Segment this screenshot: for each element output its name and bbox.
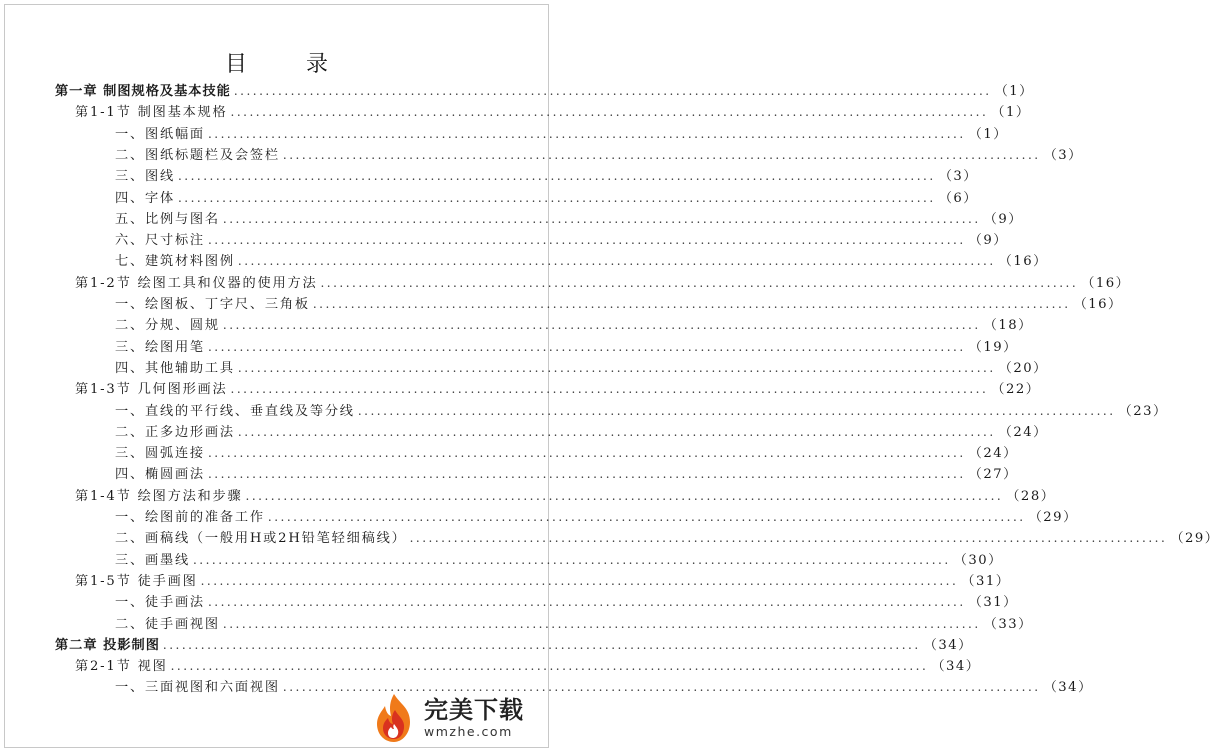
page-title: 目 录 — [225, 52, 354, 77]
toc-page-number: （16） — [1073, 297, 1123, 312]
toc-dot-leader: ........................................................................................................................ — [222, 211, 981, 226]
toc-dot-leader: ........................................................................................................................ — [162, 637, 921, 652]
toc-item-entry — [115, 315, 1033, 335]
toc-dot-leader: ........................................................................................................................ — [409, 531, 1168, 546]
toc-item-entry — [115, 507, 1078, 527]
toc-entry-label: 第二章 投影制图 — [55, 637, 160, 653]
toc-entry-label: 一、直线的平行线、垂直线及等分线 — [115, 403, 355, 419]
toc-entry-label: 四、其他辅助工具 — [115, 360, 235, 376]
watermark-name: 完美下载 — [424, 696, 524, 724]
toc-dot-leader: ........................................................................................................................ — [237, 424, 996, 439]
toc-entry-label: 二、画稿线（一般用H或2H铅笔轻细稿线） — [115, 531, 407, 547]
toc-dot-leader: ........................................................................................................................ — [192, 552, 951, 567]
toc-dot-leader: ........................................................................................................................ — [207, 233, 966, 248]
toc-entry-label: 第1-5节 徒手画图 — [75, 573, 198, 589]
toc-section-entry — [75, 486, 1056, 506]
toc-entry-label: 二、正多边形画法 — [115, 424, 235, 440]
toc-chapter-entry — [55, 635, 973, 655]
toc-dot-leader: ........................................................................................................................ — [245, 488, 1004, 503]
toc-dot-leader: ........................................................................................................................ — [207, 126, 966, 141]
toc-entry-label: 第1-1节 制图基本规格 — [75, 105, 228, 121]
toc-entry-label: 五、比例与图名 — [115, 211, 220, 227]
toc-entry-label: 三、绘图用笔 — [115, 339, 205, 355]
toc-page-number: （27） — [968, 467, 1018, 483]
toc-section-entry — [75, 102, 1031, 122]
toc-entry-label: 第2-1节 视图 — [75, 659, 168, 675]
toc-dot-leader: ........................................................................................................................ — [267, 510, 1026, 524]
toc-page-number: （34） — [1043, 680, 1093, 696]
toc-dot-leader: ........................................................................................................................ — [233, 84, 992, 98]
toc-item-entry — [115, 422, 1048, 442]
toc-page-number: （16） — [1081, 275, 1131, 291]
toc-dot-leader: ........................................................................................................................ — [200, 573, 959, 588]
toc-dot-leader: ........................................................................................................................ — [230, 382, 989, 397]
toc-entry-label: 三、图线 — [115, 169, 175, 185]
toc-section-entry — [75, 273, 1131, 293]
toc-item-entry — [115, 464, 1018, 484]
toc-item-entry — [115, 443, 1018, 463]
toc-page-number: （19） — [968, 339, 1018, 355]
toc-entry-label: 一、绘图板、丁字尺、三角板 — [115, 297, 310, 312]
toc-entry-label: 第1-2节 绘图工具和仪器的使用方法 — [75, 275, 318, 291]
toc-section-entry — [75, 379, 1041, 399]
toc-dot-leader: ........................................................................................................................ — [222, 318, 981, 333]
toc-dot-leader: ........................................................................................................................ — [312, 297, 1071, 311]
toc-item-entry — [115, 251, 1048, 271]
flame-logo-icon — [370, 692, 418, 744]
toc-entry-label: 四、字体 — [115, 190, 175, 206]
toc-page-number: （16） — [998, 254, 1048, 270]
toc-entry-label: 六、尺寸标注 — [115, 233, 205, 249]
toc-item-entry — [115, 124, 1008, 144]
toc-item-entry — [115, 209, 1023, 229]
toc-page-number: （31） — [968, 595, 1018, 611]
toc-dot-leader: ........................................................................................................................ — [282, 147, 1041, 162]
toc-page-number: （18） — [983, 318, 1033, 334]
toc-dot-leader: ........................................................................................................................ — [170, 659, 929, 674]
toc-item-entry — [115, 401, 1168, 421]
toc-page-number: （6） — [938, 190, 978, 206]
toc-dot-leader: ........................................................................................................................ — [207, 446, 966, 461]
toc-page-number: （24） — [998, 424, 1048, 440]
toc-entry-label: 二、分规、圆规 — [115, 318, 220, 334]
toc-entry-label: 三、画墨线 — [115, 552, 190, 568]
toc-dot-leader: ........................................................................................................................ — [357, 403, 1116, 418]
toc-entry-label: 一、徒手画法 — [115, 595, 205, 611]
toc-page-number: （1） — [991, 105, 1031, 121]
toc-item-entry — [115, 528, 1219, 548]
toc-dot-leader: ........................................................................................................................ — [282, 680, 1041, 695]
toc-entry-label: 二、图纸标题栏及会签栏 — [115, 147, 280, 163]
toc-page-number: （23） — [1118, 403, 1168, 419]
toc-dot-leader: ........................................................................................................................ — [207, 339, 966, 354]
toc-item-entry — [115, 230, 1008, 250]
toc-entry-label: 第1-4节 绘图方法和步骤 — [75, 488, 243, 504]
toc-entry-label: 七、建筑材料图例 — [115, 254, 235, 270]
toc-page-number: （22） — [991, 382, 1041, 398]
toc-dot-leader: ........................................................................................................................ — [320, 275, 1079, 290]
toc-page-number: （9） — [968, 233, 1008, 249]
toc-page-number: （20） — [998, 360, 1048, 376]
toc-page-number: （33） — [983, 616, 1033, 632]
toc-item-entry — [115, 294, 1123, 314]
toc-entry-label: 一、绘图前的准备工作 — [115, 510, 265, 525]
toc-entry-label: 一、图纸幅面 — [115, 126, 205, 142]
watermark-url: wmzhe.com — [424, 724, 513, 739]
toc-dot-leader: ........................................................................................................................ — [230, 105, 989, 120]
toc-dot-leader: ........................................................................................................................ — [207, 467, 966, 482]
toc-dot-leader: ........................................................................................................................ — [237, 360, 996, 375]
toc-item-entry — [115, 166, 978, 186]
toc-entry-label: 二、徒手画视图 — [115, 616, 220, 632]
toc-chapter-entry — [55, 81, 1034, 101]
toc-dot-leader: ........................................................................................................................ — [177, 190, 936, 205]
toc-entry-label: 第一章 制图规格及基本技能 — [55, 84, 231, 99]
toc-item-entry — [115, 614, 1033, 634]
toc-item-entry — [115, 145, 1083, 165]
toc-dot-leader: ........................................................................................................................ — [222, 616, 981, 631]
toc-section-entry — [75, 571, 1011, 591]
toc-page-number: （3） — [938, 169, 978, 185]
watermark-logo — [370, 690, 538, 746]
toc-page-number: （29） — [1170, 531, 1219, 547]
toc-page-number: （31） — [961, 573, 1011, 589]
toc-item-entry — [115, 188, 978, 208]
toc-entry-label: 三、圆弧连接 — [115, 446, 205, 462]
toc-dot-leader: ........................................................................................................................ — [237, 254, 996, 269]
toc-dot-leader: ........................................................................................................................ — [177, 169, 936, 184]
toc-page-number: （34） — [923, 637, 973, 653]
toc-section-entry — [75, 656, 981, 676]
toc-item-entry — [115, 550, 1003, 570]
toc-page-number: （28） — [1006, 488, 1056, 504]
toc-page-number: （34） — [931, 659, 981, 675]
toc-page-number: （9） — [983, 211, 1023, 227]
toc-entry-label: 第1-3节 几何图形画法 — [75, 382, 228, 398]
toc-item-entry — [115, 337, 1018, 357]
toc-page-number: （1） — [968, 126, 1008, 142]
toc-item-entry — [115, 358, 1048, 378]
toc-entry-label: 四、椭圆画法 — [115, 467, 205, 483]
document-page — [4, 4, 1219, 748]
toc-page-number: （30） — [953, 552, 1003, 568]
toc-dot-leader: ........................................................................................................................ — [207, 595, 966, 610]
toc-entry-label: 一、三面视图和六面视图 — [115, 680, 280, 696]
toc-page-number: （3） — [1043, 147, 1083, 163]
toc-page-number: （24） — [968, 446, 1018, 462]
toc-page-number: （1） — [994, 84, 1034, 99]
toc-item-entry — [115, 592, 1018, 612]
toc-page-number: （29） — [1028, 510, 1078, 525]
